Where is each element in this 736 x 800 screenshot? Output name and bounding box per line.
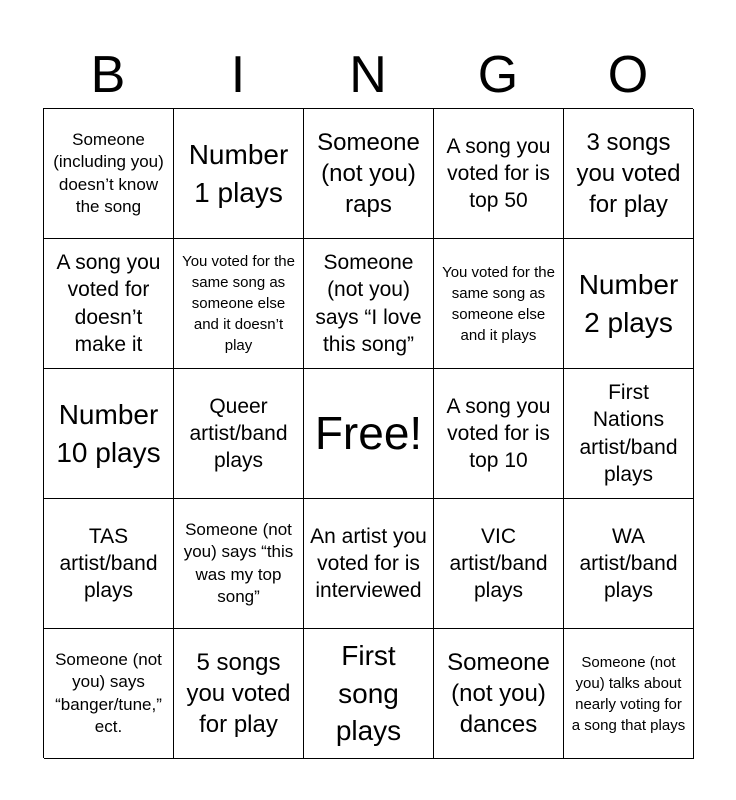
bingo-cell[interactable] bbox=[174, 239, 304, 369]
cell-text: A song you voted for doesn’t make it bbox=[56, 250, 161, 356]
bingo-cell[interactable] bbox=[304, 109, 434, 239]
cell-text: 3 songs you voted for play bbox=[576, 128, 681, 219]
bingo-cell[interactable] bbox=[304, 239, 434, 369]
header-letter-b: B bbox=[90, 46, 126, 104]
bingo-cell[interactable] bbox=[174, 109, 304, 239]
cell-text: You voted for the same song as someone else and it doesn’t play bbox=[182, 253, 295, 354]
bingo-cell[interactable] bbox=[564, 239, 694, 369]
header-letter-i: I bbox=[230, 46, 246, 104]
cell-text: Someone (not you) says “banger/tune,” ect. bbox=[55, 650, 162, 736]
bingo-cell[interactable] bbox=[434, 499, 564, 629]
header-letter-n: N bbox=[349, 46, 387, 104]
bingo-board bbox=[43, 108, 693, 758]
cell-text: VIC artist/band plays bbox=[449, 524, 548, 603]
bingo-cell[interactable] bbox=[44, 109, 174, 239]
cell-text: WA artist/band plays bbox=[579, 524, 678, 603]
bingo-cell[interactable] bbox=[44, 629, 174, 759]
bingo-cell[interactable] bbox=[304, 629, 434, 759]
cell-text: First Nations artist/band plays bbox=[579, 380, 678, 486]
bingo-cell[interactable] bbox=[564, 109, 694, 239]
cell-text: Someone (not you) dances bbox=[447, 648, 550, 739]
cell-text: An artist you voted for is interviewed bbox=[310, 524, 427, 603]
cell-text: Number 10 plays bbox=[56, 398, 161, 468]
cell-text: First song plays bbox=[335, 639, 402, 747]
bingo-cell[interactable] bbox=[434, 109, 564, 239]
bingo-cell[interactable] bbox=[174, 629, 304, 759]
bingo-header bbox=[43, 42, 693, 108]
cell-text: You voted for the same song as someone else and it plays bbox=[442, 263, 555, 344]
bingo-cell[interactable] bbox=[174, 369, 304, 499]
bingo-cell[interactable] bbox=[434, 629, 564, 759]
cell-text: A song you voted for is top 10 bbox=[446, 394, 551, 473]
bingo-cell[interactable] bbox=[434, 239, 564, 369]
cell-text: Queer artist/band plays bbox=[189, 394, 288, 473]
cell-text: Someone (not you) raps bbox=[317, 128, 420, 219]
bingo-cell[interactable] bbox=[44, 499, 174, 629]
bingo-cell[interactable] bbox=[564, 499, 694, 629]
cell-text: A song you voted for is top 50 bbox=[446, 134, 551, 213]
bingo-cell[interactable] bbox=[434, 369, 564, 499]
cell-text: Someone (including you) doesn’t know the song bbox=[53, 130, 164, 216]
bingo-cell[interactable] bbox=[564, 629, 694, 759]
free-space[interactable] bbox=[304, 369, 434, 499]
cell-text: Someone (not you) says “I love this song” bbox=[315, 250, 422, 356]
cell-text: 5 songs you voted for play bbox=[186, 648, 291, 739]
bingo-cell[interactable] bbox=[174, 499, 304, 629]
bingo-cell[interactable] bbox=[44, 239, 174, 369]
cell-text: Number 2 plays bbox=[578, 268, 679, 338]
header-letter-g: G bbox=[477, 46, 519, 104]
bingo-cell[interactable] bbox=[44, 369, 174, 499]
cell-text: TAS artist/band plays bbox=[59, 524, 158, 603]
cell-text: Free! bbox=[314, 407, 423, 460]
bingo-cell[interactable] bbox=[564, 369, 694, 499]
cell-text: Number 1 plays bbox=[188, 138, 289, 208]
cell-text: Someone (not you) says “this was my top song” bbox=[183, 520, 294, 606]
cell-text: Someone (not you) talks about nearly voting for a song that plays bbox=[571, 653, 686, 734]
header-letter-o: O bbox=[607, 46, 649, 104]
bingo-cell[interactable] bbox=[304, 499, 434, 629]
